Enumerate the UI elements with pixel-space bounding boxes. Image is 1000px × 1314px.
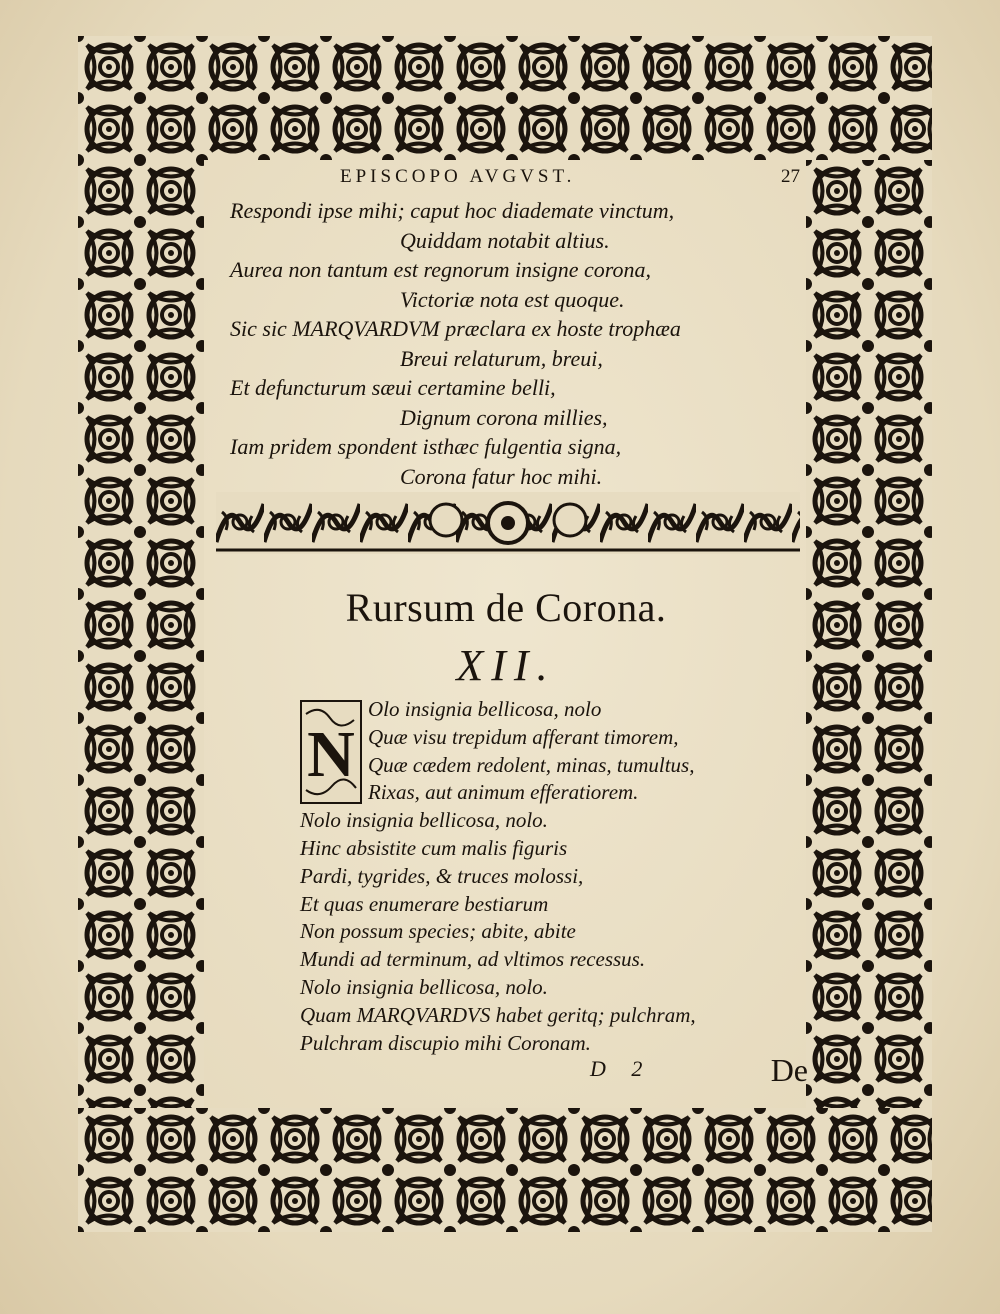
drop-initial-letter: N [307,718,355,791]
poem-line: Et quas enumerare bestiarum [300,891,549,916]
signature-mark: D 2 [590,1056,653,1081]
verse-line: Quiddam notabit altius. [400,227,610,253]
verse-line: Dignum corona millies, [400,404,608,430]
verse-line: Breui relaturum, breui, [400,345,603,371]
poem-line: Pardi, tygrides, & truces molossi, [300,863,584,888]
ornamental-border-bottom [78,1108,932,1232]
ornamental-border-left [78,160,204,1108]
page-footer [210,1052,808,1092]
ornamental-border-right [806,160,932,1108]
poem-xii [300,696,800,1057]
running-head: EPISCOPO AVGVST. [340,166,576,187]
poem-line: Quam MARQVARDVS habet geritq; pulchram, [300,1002,696,1027]
poem-line: Mundi ad terminum, ad vltimos recessus. [300,947,646,972]
verse-line: Aurea non tantum est regnorum insigne corona, [230,257,652,282]
verse-line: Sic sic MARQVARDVM præclara ex hoste trophæa [230,316,681,341]
poem-line: Non possum species; abite, abite [300,919,576,944]
woodcut-vignette [216,492,800,554]
ornamental-border-top [78,36,932,160]
poem-line: Quæ cædem redolent, minas, tumultus, [368,752,695,777]
verse-line: Iam pridem spondent isthæc fulgentia signa, [230,434,622,459]
section-number: XII. [456,641,556,690]
verse-line: Corona fatur hoc mihi. [400,463,603,489]
verse-line: Respondi ipse mihi; caput hoc diademate vinctum, [230,198,675,223]
poem-line: Olo insignia bellicosa, nolo [368,697,602,721]
poem-line: Nolo insignia bellicosa, nolo. [300,974,548,999]
poem-line: Rixas, aut animum efferatiorem. [368,780,639,805]
page-number: 27 [781,166,800,187]
poem-line: Hinc absistite cum malis figuris [300,835,568,860]
text-block [210,162,808,1106]
poem-line: Nolo insignia bellicosa, nolo. [300,808,548,833]
poem-line: Quæ visu trepidum afferant timorem, [368,724,679,749]
verse-line: Et defuncturum sæui certamine belli, [230,375,556,400]
page-header [210,166,802,192]
poem-line: Pulchram discupio mihi Coronam. [300,1030,591,1055]
verse-line: Victoriæ nota est quoque. [400,286,625,312]
catchword: De [770,1052,808,1088]
verse-stanza [230,196,790,491]
section-title: Rursum de Corona. [345,585,667,630]
